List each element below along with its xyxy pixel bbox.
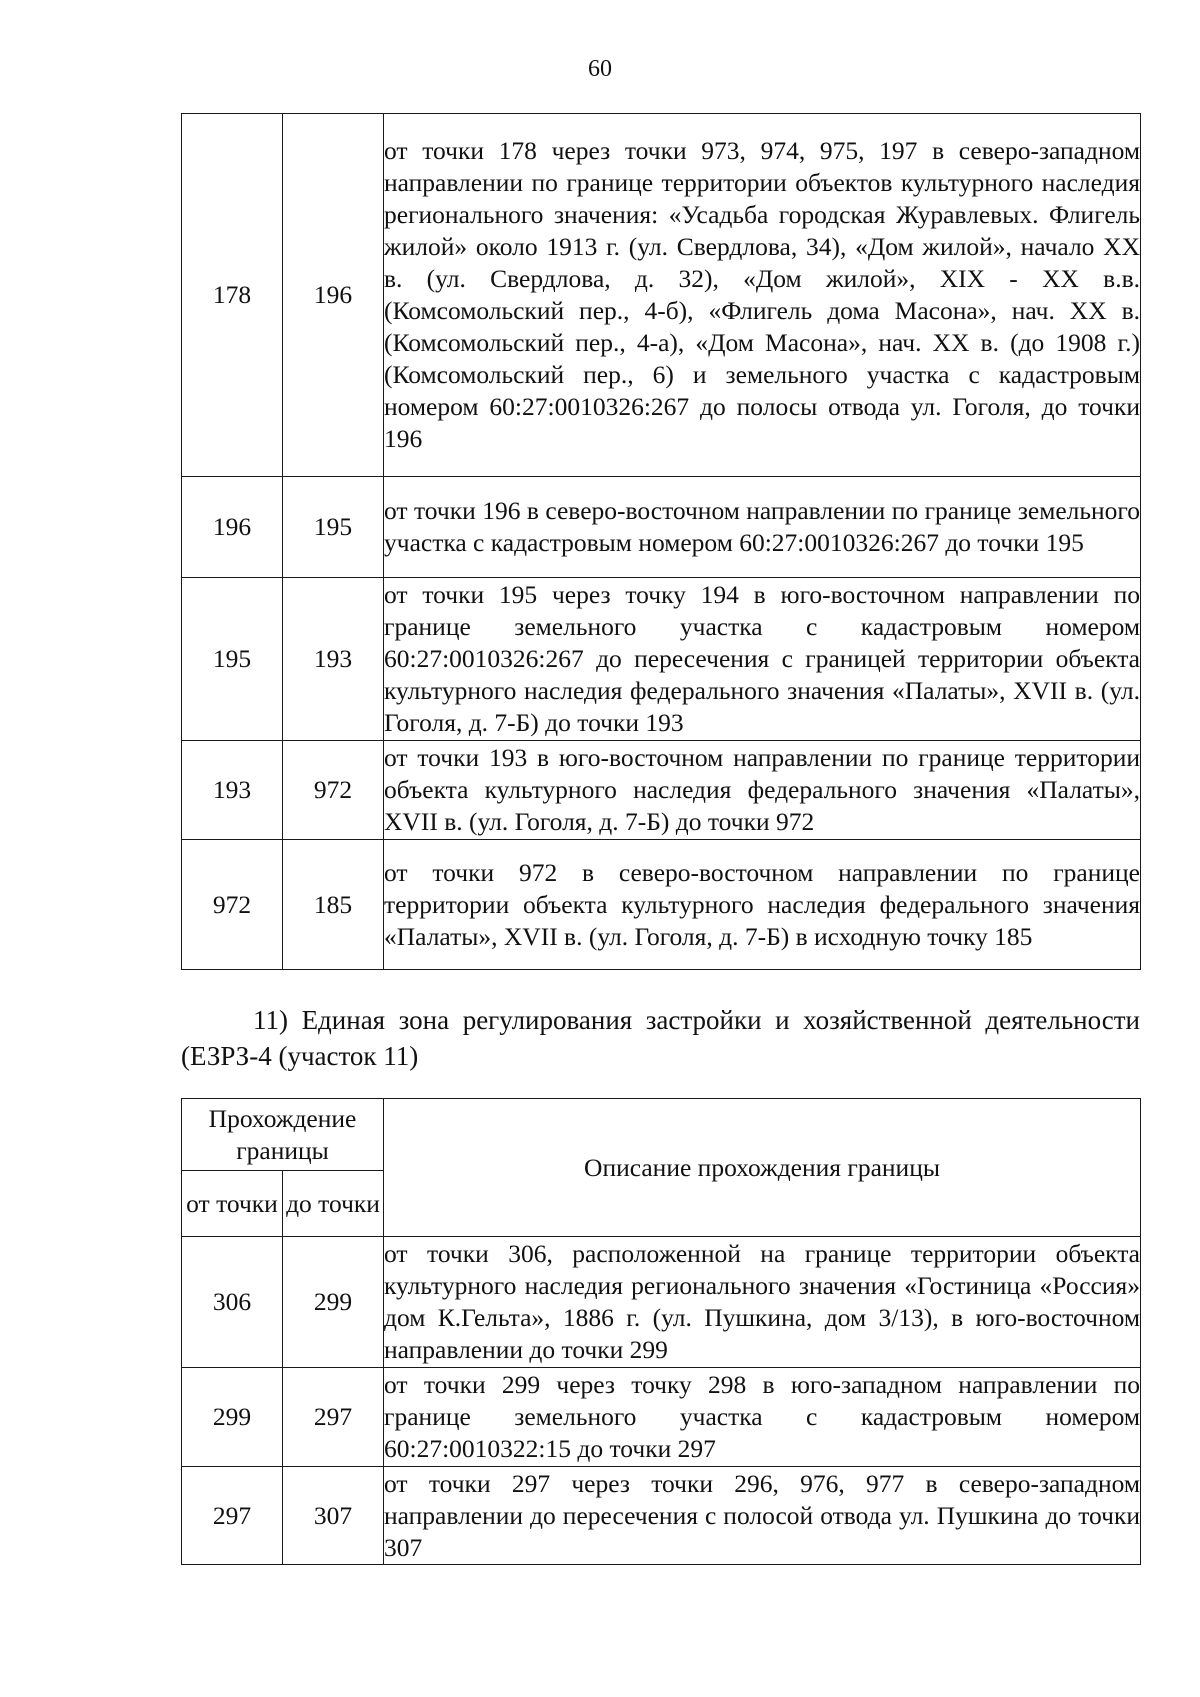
from-point-cell: 972 (182, 840, 283, 970)
table-header-row (182, 1099, 1141, 1171)
table-row (182, 114, 1141, 477)
from-point-cell: 178 (182, 114, 283, 477)
table-row (182, 578, 1141, 741)
to-point-cell: 307 (283, 1467, 384, 1565)
to-point-cell: 297 (283, 1368, 384, 1467)
from-point-cell: 297 (182, 1467, 283, 1565)
to-point-cell: 195 (283, 477, 384, 578)
description-cell: от точки 195 через точку 194 в юго-восточном направлении по границе земельного участка с кадастровым номером 60:27:0010326:267 до пересечения с границей территории объекта культурного наследия федерального значения «Палаты», XVII в. (ул. Гоголя, д. 7-Б) до точки 193 (384, 578, 1141, 741)
to-point-cell: 193 (283, 578, 384, 741)
table-row (182, 1467, 1141, 1565)
description-cell: от точки 306, расположенной на границе территории объекта культурного наследия регионального значения «Гостиница «Россия» дом К.Гельта», 1886 г. (ул. Пушкина, дом 3/13), в юго-восточном направлении до точки 299 (384, 1237, 1141, 1368)
section-heading (181, 1002, 1140, 1074)
description-cell: от точки 193 в юго-восточном направлении по границе территории объекта культурного наследия федерального значения «Палаты», XVII в. (ул. Гоголя, д. 7-Б) до точки 972 (384, 741, 1141, 840)
from-point-cell: 195 (182, 578, 283, 741)
to-point-cell: 185 (283, 840, 384, 970)
description-cell: от точки 196 в северо-восточном направлении по границе земельного участка с кадастровым номером 60:27:0010326:267 до точки 195 (384, 477, 1141, 578)
from-point-cell: 193 (182, 741, 283, 840)
description-cell: от точки 297 через точки 296, 976, 977 в северо-западном направлении до пересечения с полосой отвода ул. Пушкина до точки 307 (384, 1467, 1141, 1565)
table-row (182, 1237, 1141, 1368)
header-from-point: от точки (182, 1171, 283, 1237)
table-row (182, 1368, 1141, 1467)
page-number: 60 (588, 56, 612, 82)
from-point-cell: 196 (182, 477, 283, 578)
table-row (182, 840, 1141, 970)
to-point-cell: 196 (283, 114, 384, 477)
header-passage: Прохождение границы (182, 1099, 384, 1171)
boundary-table (181, 1098, 1141, 1565)
table-row (182, 741, 1141, 840)
header-description: Описание прохождения границы (384, 1099, 1141, 1237)
description-cell: от точки 299 через точку 298 в юго-западном направлении по границе земельного участка с кадастровым номером 60:27:0010322:15 до точки 297 (384, 1368, 1141, 1467)
to-point-cell: 299 (283, 1237, 384, 1368)
from-point-cell: 299 (182, 1368, 283, 1467)
from-point-cell: 306 (182, 1237, 283, 1368)
description-cell: от точки 972 в северо-восточном направлении по границе территории объекта культурного наследия федерального значения «Палаты», XVII в. (ул. Гоголя, д. 7-Б) в исходную точку 185 (384, 840, 1141, 970)
description-cell: от точки 178 через точки 973, 974, 975, 197 в северо-западном направлении по границе территории объектов культурного наследия регионального значения: «Усадьба городская Журавлевых. Флигель жилой» около 1913 г. (ул. Свердлова, 34), «Дом жилой», начало XX в. (ул. Свердлова, д. 32), «Дом жилой», XIX - XX в.в. (Комсомольский пер., 4-б), «Флигель дома Масона», нач. XX в. (Комсомольский пер., 4-а), «Дом Масона», нач. XX в. (до 1908 г.) (Комсомольский пер., 6) и земельного участка с кадастровым номером 60:27:0010326:267 до полосы отвода ул. Гоголя, до точки 196 (384, 114, 1141, 477)
table-row (182, 477, 1141, 578)
section-heading-text: 11) Единая зона регулирования застройки и хозяйственной деятельности (ЕЗРЗ-4 (участок 11) (181, 1005, 1140, 1071)
boundary-table-continued (181, 113, 1141, 970)
to-point-cell: 972 (283, 741, 384, 840)
header-to-point: до точки (283, 1171, 384, 1237)
